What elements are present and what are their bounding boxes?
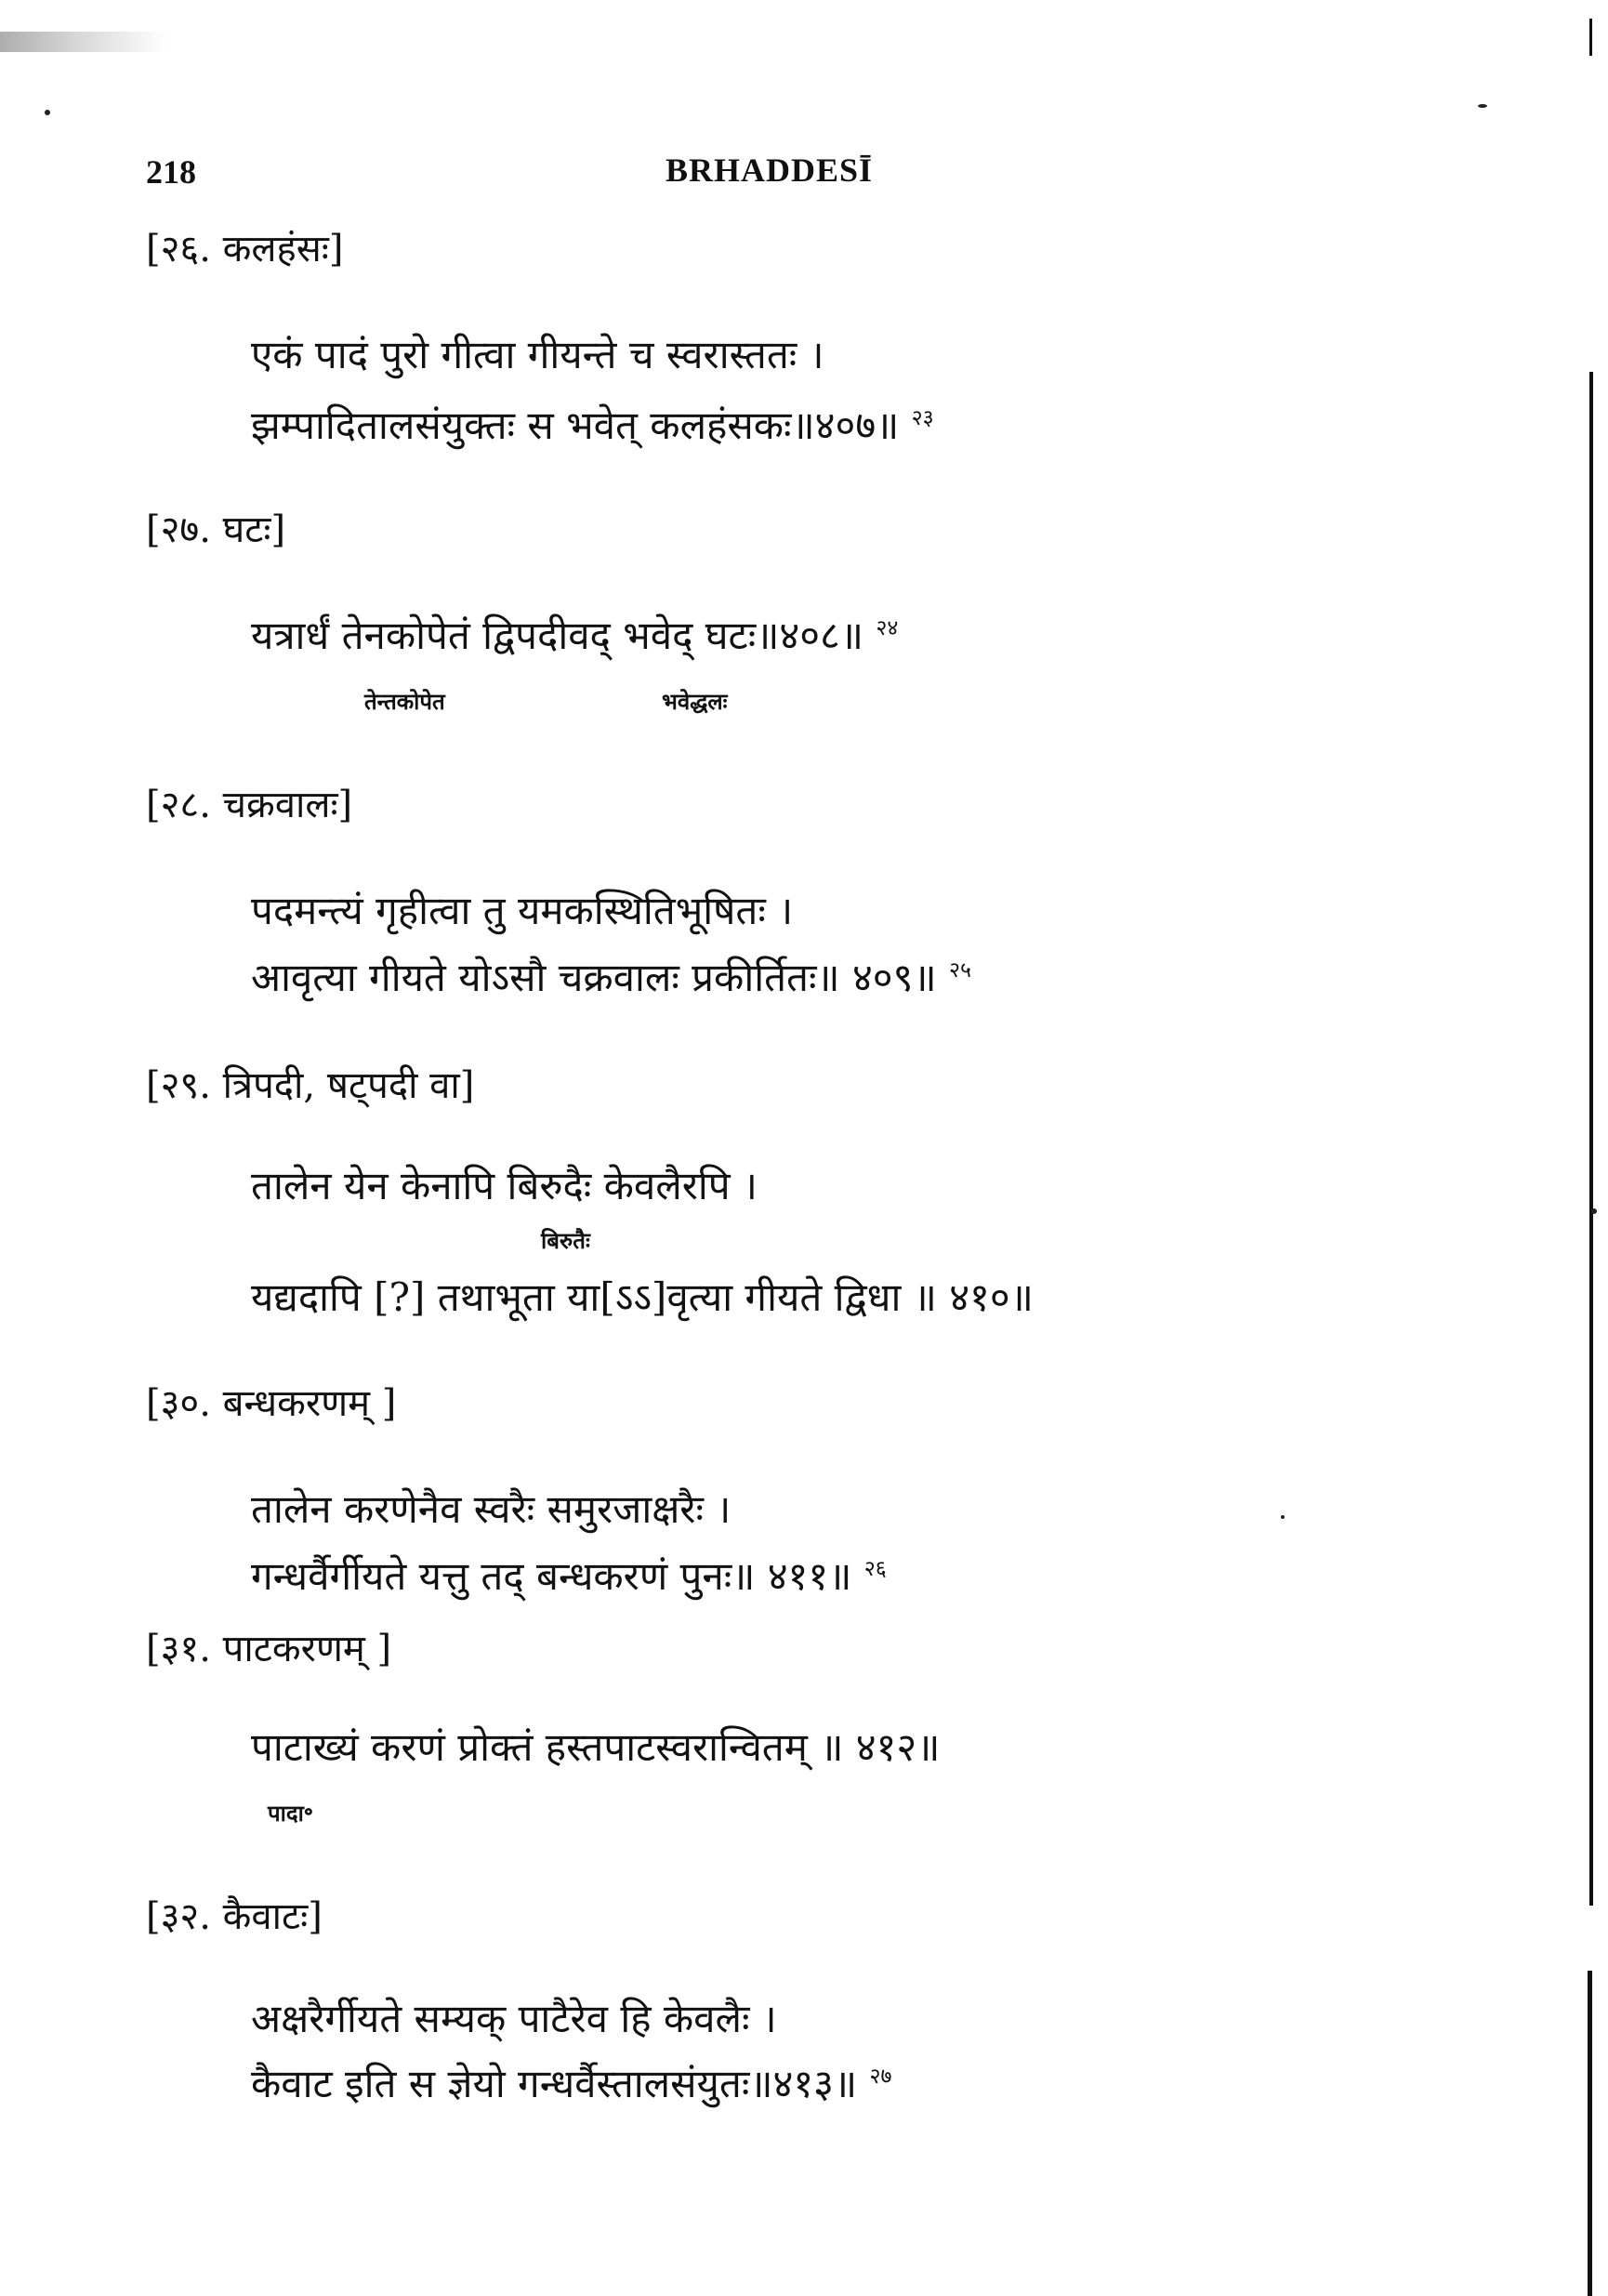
scan-edge-line xyxy=(1588,1971,1592,2296)
verse-text: यत्रार्धं तेनकोपेतं द्विपदीवद् भवेद् घटः॥४०८॥ xyxy=(251,613,864,658)
verse-line xyxy=(251,2056,892,2109)
verse-line: पाटाख्यं करणं प्रोक्तं हस्तपाटस्वरान्वितम् ॥ ४१२॥ xyxy=(251,1724,941,1770)
scan-speck xyxy=(1591,1208,1597,1214)
section-heading: [३१. पाटकरणम् ] xyxy=(146,1628,392,1670)
section-heading: [२९. त्रिपदी, षट्पदी वा] xyxy=(146,1064,475,1107)
running-title: BRHADDESĪ xyxy=(666,152,874,189)
scan-speck xyxy=(1478,104,1487,108)
scan-speck xyxy=(45,110,50,115)
section-heading: [३०. बन्धकरणम् ] xyxy=(146,1382,397,1425)
section-heading: [२६. कलहंसः] xyxy=(146,228,344,271)
section-heading: [२८. चक्रवालः] xyxy=(146,784,353,826)
scan-edge-line xyxy=(1589,19,1592,56)
verse-line: यद्यदापि [?] तथाभूता या[ऽऽ]वृत्या गीयते द्विधा ॥ ४१०॥ xyxy=(251,1274,1034,1320)
scan-smudge xyxy=(0,32,167,52)
variant-reading: भवेद्धलः xyxy=(662,688,728,715)
verse-line: तालेन येन केनापि बिरुदैः केवलैरपि । xyxy=(251,1163,758,1208)
verse-text: झम्पादितालसंयुक्तः स भवेत् कलहंसकः॥४०७॥ xyxy=(251,402,900,448)
section-heading: [३२. कैवाटः] xyxy=(146,1895,323,1938)
footnote-ref: २६ xyxy=(863,1557,887,1581)
verse-line: पदमन्त्यं गृहीत्वा तु यमकस्थितिभूषितः । xyxy=(251,888,794,933)
verse-text: कैवाट इति स ज्ञेयो गन्धर्वैस्तालसंयुतः॥४१३॥ xyxy=(251,2061,858,2106)
variant-reading: पादा॰ xyxy=(268,1800,314,1827)
verse-line xyxy=(251,398,934,451)
page-number: 218 xyxy=(146,153,196,191)
verse-text: आवृत्या गीयते योऽसौ चक्रवालः प्रकीर्तितः॥ ४०९॥ xyxy=(251,955,937,1000)
scan-speck xyxy=(1281,1515,1285,1519)
footnote-ref: २७ xyxy=(869,2065,892,2089)
verse-line xyxy=(251,608,898,661)
verse-line xyxy=(251,1549,887,1602)
verse-line: अक्षरैर्गीयते सम्यक् पाटैरेव हि केवलैः । xyxy=(251,1996,777,2041)
variant-reading: बिरुतैः xyxy=(541,1227,590,1254)
verse-line xyxy=(251,950,971,1003)
scan-edge-line xyxy=(1589,372,1593,1906)
footnote-ref: २४ xyxy=(876,616,899,640)
footnote-ref: २५ xyxy=(948,958,972,983)
section-heading: [२७. घटः] xyxy=(146,508,286,551)
verse-line: एकं पादं पुरो गीत्वा गीयन्ते च स्वरास्ततः । xyxy=(251,332,824,377)
verse-text: गन्धर्वैर्गीयते यत्तु तद् बन्धकरणं पुनः॥ ४११॥ xyxy=(251,1553,852,1599)
variant-reading: तेन्तकोपेत xyxy=(364,688,445,715)
footnote-ref: २३ xyxy=(911,406,934,430)
verse-line: तालेन करणेनैव स्वरैः समुरजाक्षरैः । xyxy=(251,1486,732,1532)
